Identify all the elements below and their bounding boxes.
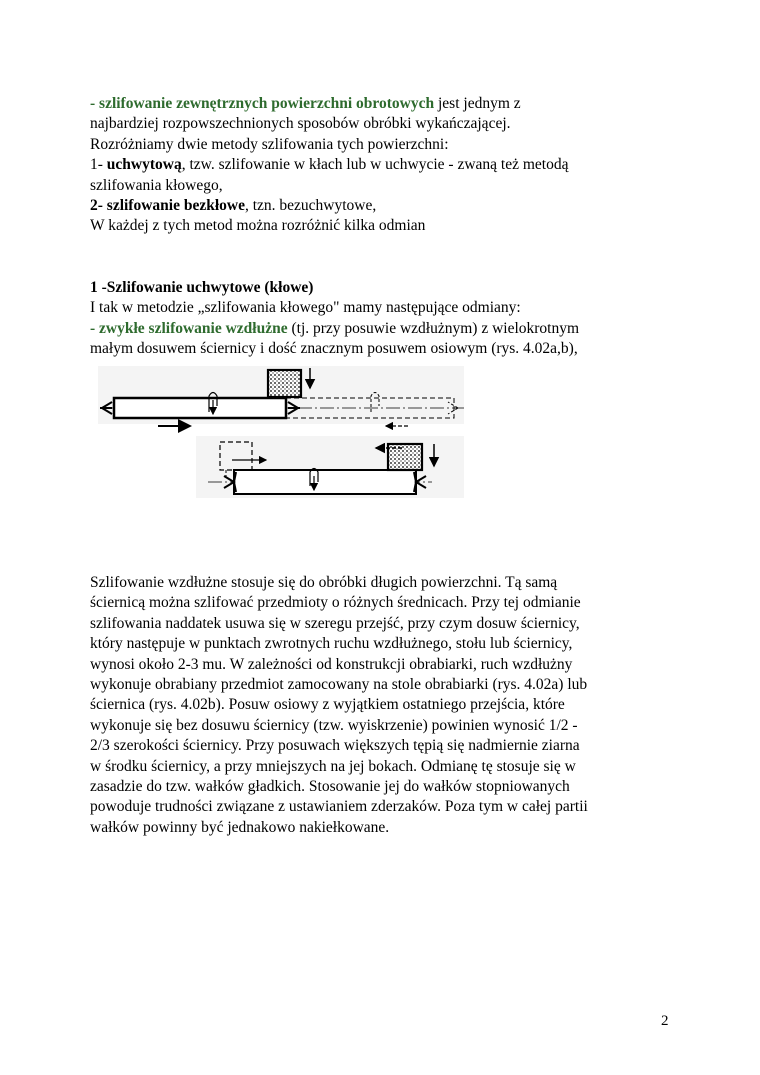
method-1: [90, 155, 690, 175]
intro-line-1-rest: jest jednym z: [434, 95, 521, 112]
method-2: [90, 196, 690, 216]
workpiece-b: [234, 470, 416, 494]
intro-line-1: [90, 94, 690, 114]
method-1-number: 1-: [90, 156, 107, 174]
section-line-1: I tak w metodzie „szlifowania kłowego" mamy następujące odmiany:: [90, 299, 521, 317]
description-line: który następuje w punktach zwrotnych ruchu wzdłużnego, stołu lub ściernicy,: [90, 635, 573, 653]
description-line: szlifowania naddatek usuwa się w szeregu przejść, przy czym dosuw ściernicy,: [90, 614, 580, 632]
description-line: powoduje trudności związane z ustawianiem zderzaków. Poza tym w całej partii: [90, 798, 588, 816]
section-1: [90, 278, 690, 360]
page-number: 2: [661, 1013, 669, 1029]
intro-line-2: najbardziej rozpowszechnionych sposobów obróbki wykańczającej.: [90, 115, 511, 133]
description-line: wykonuje się bez dosuwu ściernicy (tzw. wyiskrzenie) powinien wynosić 1/2 -: [90, 716, 578, 734]
description-line: wykonuje obrabiany przedmiot zamocowany na stole obrabiarki (rys. 4.02a) lub: [90, 676, 588, 694]
description-line: wałków powinny być jednakowo nakiełkowane.: [90, 818, 390, 836]
method-1-rest: , tzw. szlifowanie w kłach lub w uchwycie - zwaną też metodą: [181, 156, 569, 174]
grinding-diagram: [98, 362, 468, 502]
method-2-name: 2- szlifowanie bezkłowe: [90, 197, 245, 215]
section-heading: 1 -Szlifowanie uchwytowe (kłowe): [90, 279, 314, 296]
intro-paragraph: [90, 94, 690, 237]
description-line: w środku ściernicy, a przy mniejszych na jej bokach. Odmianę tę stosuje się w: [90, 757, 576, 775]
method-2-rest: , tzn. bezuchwytowe,: [244, 197, 377, 215]
section-line-3: małym dosuwem ściernicy i dość znacznym posuwem osiowym (rys. 4.02a,b),: [90, 340, 578, 358]
workpiece-a: [114, 398, 286, 418]
method-1-continuation: szlifowania kłowego,: [90, 176, 223, 194]
description-line: wynosi około 2-3 mu. W zależności od konstrukcji obrabiarki, ruch wzdłużny: [90, 655, 573, 673]
description-line: Szlifowanie wzdłużne stosuje się do obróbki długich powierzchni. Tą samą: [90, 574, 558, 591]
method-1-name: uchwytową: [106, 156, 182, 174]
description-line: ściernicą można szlifować przedmioty o różnych średnicach. Przy tej odmianie: [90, 594, 581, 612]
grinding-wheel-a: [268, 370, 301, 397]
intro-topic: - szlifowanie zewnętrznych powierzchni obrotowych: [90, 95, 435, 112]
description-line: 2/3 szerokości ściernicy. Przy posuwach większych tępią się nadmiernie ziarna: [90, 737, 580, 755]
variant-name: - zwykłe szlifowanie wzdłużne: [90, 319, 288, 337]
description-line: ściernica (rys. 4.02b). Posuw osiowy z wyjątkiem ostatniego przejścia, które: [90, 696, 565, 714]
intro-line-7: W każdej z tych metod można rozróżnić kilka odmian: [90, 217, 426, 235]
description-line: zasadzie do tzw. wałków gładkich. Stosowanie jej do wałków stopniowanych: [90, 778, 570, 796]
intro-line-3: Rozróżniamy dwie metody szlifowania tych powierzchni:: [90, 135, 449, 153]
section-line-2-rest: (tj. przy posuwie wzdłużnym) z wielokrotnym: [287, 319, 580, 337]
section-line-2: [90, 319, 690, 339]
description-paragraph: [90, 573, 690, 838]
